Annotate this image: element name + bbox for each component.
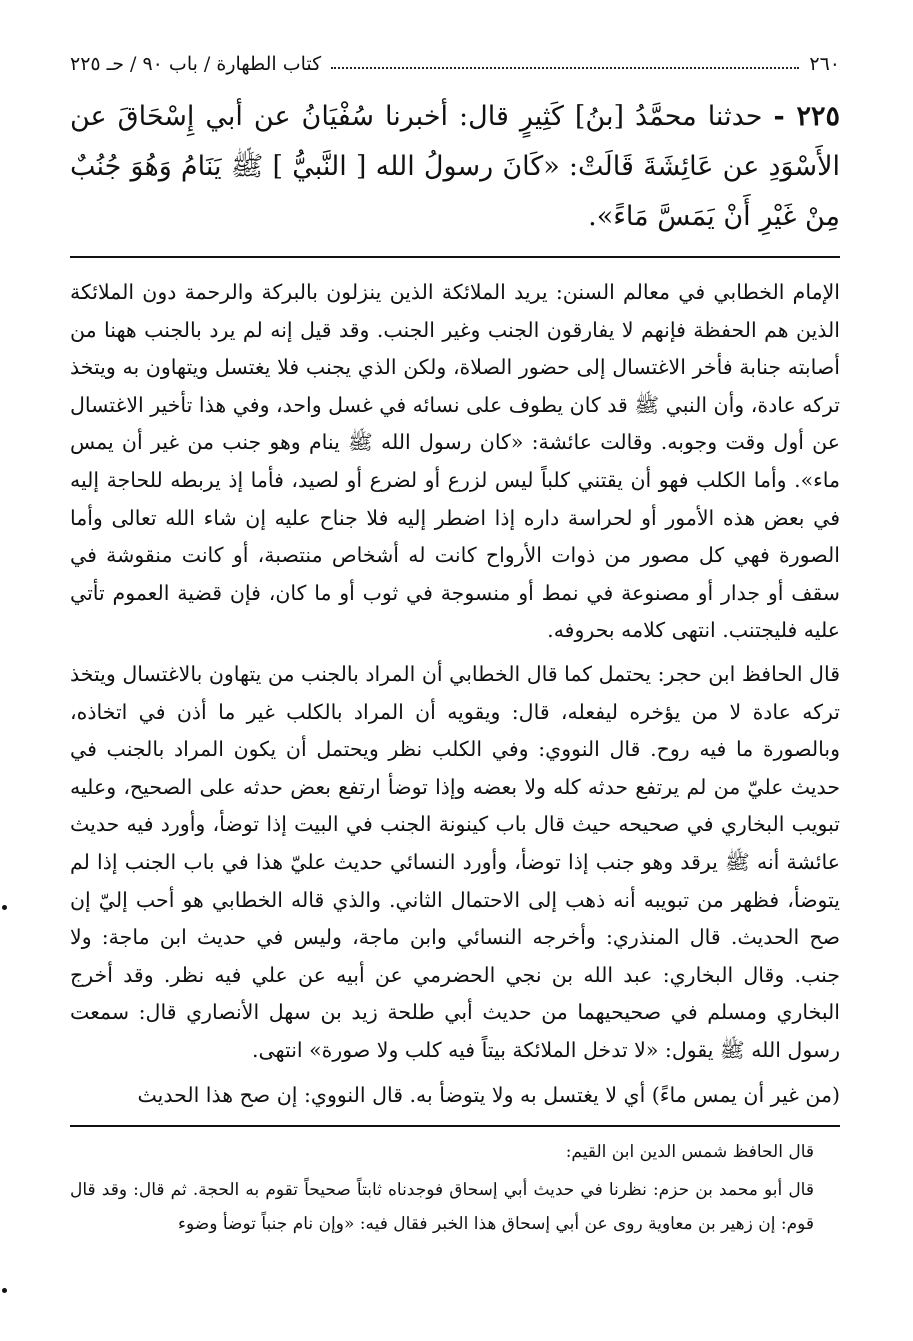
commentary-block bbox=[70, 274, 840, 1115]
ibn-qayyim-heading: قال الحافظ شمس الدين ابن القيم: bbox=[565, 1142, 814, 1163]
scan-speck bbox=[2, 905, 7, 910]
footnote-divider bbox=[70, 1125, 840, 1127]
commentary-paragraph: (من غير أن يمس ماءً) أي لا يغتسل به ولا يتوضأ به. قال النووي: إن صح هذا الحديث bbox=[137, 1083, 840, 1108]
section-divider bbox=[70, 256, 840, 258]
book-page bbox=[70, 48, 840, 1241]
ibn-qayyim-block bbox=[70, 1135, 840, 1241]
commentary-paragraph: قال الحافظ ابن حجر: يحتمل كما قال الخطابي أن المراد بالجنب من يتهاون بالاغتسال ويتخذ تركه عادة لا من يؤخره ليفعله، قال: ويقويه أن المراد بالكلب غير ما أذن في اتخاذه، وبالصورة ما فيه روح. قال النووي: وفي الكلب نظر ويحتمل أن يكون المراد بالجنب في حديث عليّ من لم يرتفع حدثه كله ولا بعضه وإذا توضأ ارتفع بعض حدثه على الصحيح، وعليه تبويب البخاري في صحيحه حيث قال باب كينونة الجنب في البيت إذا توضأ، وأورد فيه حديث عائشة أنه ﷺ يرقد وهو جنب إذا توضأ، وأورد النسائي حديث عليّ هذا في باب الجنب إذا لم يتوضأ، فظهر من تبويبه أنه ذهب إلى الاحتمال الثاني. والذي قاله الخطابي هو أحب إليّ إن صح الحديث. قال المنذري: وأخرجه النسائي وابن ماجة، وليس في حديث ابن ماجة: ولا جنب. وقال البخاري: عبد الله بن نجي الحضرمي عن أبيه عن علي فيه نظر. وقد أخرج البخاري ومسلم في صحيحيهما من حديث أبي طلحة زيد بن سهل الأنصاري قال: سمعت رسول الله ﷺ يقول: «لا تدخل الملائكة بيتاً فيه كلب ولا صورة» انتهى. bbox=[70, 661, 840, 1062]
page-number: ٢٦٠ bbox=[809, 53, 840, 75]
running-title: كتاب الطهارة / باب ٩٠ / حـ ٢٢٥ bbox=[70, 53, 322, 75]
scan-speck bbox=[2, 1288, 7, 1293]
running-header bbox=[70, 48, 840, 80]
hadith-body: حدثنا محمَّدُ [بنُ] كَثِيرٍ قال: أخبرنا سُفْيَانُ عن أبي إِسْحَاقَ عن الأَسْوَدِ عن عَائِشَةَ قَالَتْ: «كَانَ رسولُ الله [ النَّبيُّ ] ﷺ يَنَامُ وَهُوَ جُنُبٌ مِنْ غَيْرِ أَنْ يَمَسَّ مَاءً». bbox=[70, 101, 840, 232]
header-dot-leader bbox=[331, 67, 799, 69]
hadith-text bbox=[70, 92, 840, 242]
hadith-number: ٢٢٥ - bbox=[773, 101, 840, 132]
ibn-qayyim-paragraph: قال أبو محمد بن حزم: نظرنا في حديث أبي إسحاق فوجدناه ثابتاً صحيحاً تقوم به الحجة. ثم قال: وقد قال قوم: إن زهير بن معاوية روى عن أبي إسحاق هذا الخبر فقال فيه: «وإن نام جنباً توضأ وضوء bbox=[70, 1180, 814, 1235]
commentary-paragraph: الإمام الخطابي في معالم السنن: يريد الملائكة الذين ينزلون بالبركة والرحمة دون الملائكة الذين هم الحفظة فإنهم لا يفارقون الجنب وغير الجنب. وقد قيل إنه لم يرد بالجنب ههنا من أصابته جنابة فأخر الاغتسال إلى حضور الصلاة، ولكن الذي يجنب فلا يغتسل ويتهاون به ويتخذ تركه عادة، وأن النبي ﷺ قد كان يطوف على نسائه في غسل واحد، وفي هذا تأخير الاغتسال عن أول وقت وجوبه. وقالت عائشة: «كان رسول الله ﷺ ينام وهو جنب من غير أن يمس ماء». وأما الكلب فهو أن يقتني كلباً ليس لزرع أو لضرع أو لصيد، فأما إذ يربطه للحاجة إليه في بعض هذه الأمور أو لحراسة داره إذا اضطر إليه فلا جناح عليه إن شاء الله تعالى وأما الصورة فهي كل مصور من ذوات الأرواح كانت له أشخاص منتصبة، أو كانت منقوشة في سقف أو جدار أو مصنوعة في نمط أو منسوجة في ثوب أو ما كان، فإن قضية العموم تأتي عليه فليجتنب. انتهى كلامه بحروفه. bbox=[70, 280, 840, 643]
